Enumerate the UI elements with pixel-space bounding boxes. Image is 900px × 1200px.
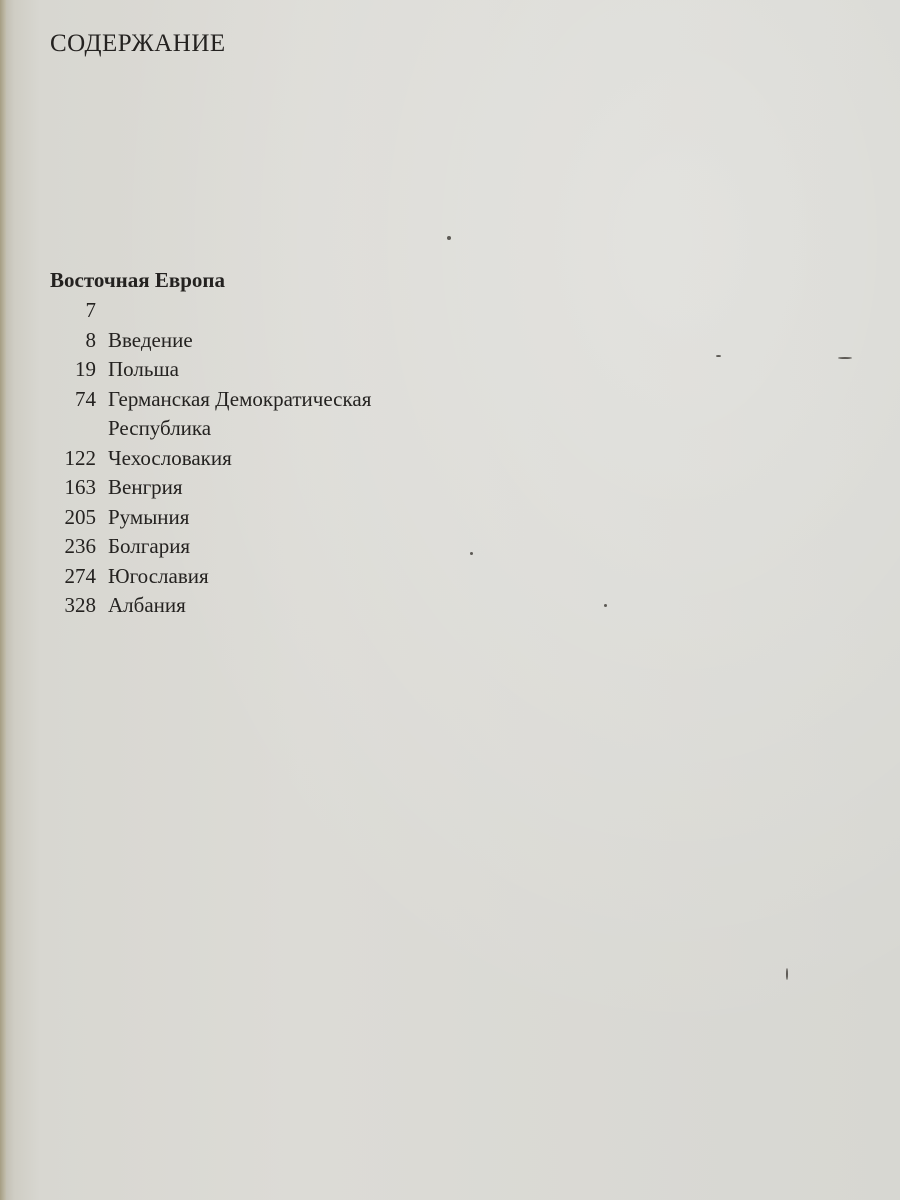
paper-speck (604, 604, 607, 607)
toc-page-number: 8 (85, 327, 96, 352)
paper-speck (470, 552, 473, 555)
toc-entry-title (96, 296, 468, 326)
toc-entry (50, 385, 510, 444)
toc-entry-title: Чехословакия (108, 445, 232, 470)
toc-entry (50, 355, 510, 385)
toc-page-number: 122 (64, 445, 96, 470)
toc-entry (50, 473, 510, 503)
toc-page-number: 205 (64, 504, 96, 529)
paper-speck (716, 355, 721, 357)
toc-page-number: 7 (85, 298, 96, 322)
toc-entry (50, 591, 510, 621)
toc-page-number: 236 (64, 534, 96, 558)
toc-entry-title: Венгрия (108, 475, 183, 499)
toc-page-number: 274 (64, 563, 96, 588)
toc-entry (50, 503, 510, 533)
toc-section (50, 266, 510, 621)
toc-page-number: 19 (75, 357, 96, 381)
toc-page-number: 328 (64, 593, 96, 617)
toc-entry-title: Румыния (108, 504, 190, 529)
toc-entry-title: Германская Демократическая Республика (108, 386, 372, 440)
toc-entry-title: Введение (108, 327, 193, 352)
toc-entry-title: Польша (108, 357, 179, 381)
paper-speck (447, 236, 451, 240)
toc-entry-title: Болгария (108, 534, 191, 558)
toc-page-number: 163 (64, 475, 96, 499)
toc-entry-title: Югославия (108, 563, 209, 588)
toc-entry (50, 532, 510, 562)
section-title: Восточная Европа (50, 268, 226, 292)
toc-entry (50, 444, 510, 474)
page-edge (0, 0, 6, 1200)
toc-entry-title: Албания (108, 593, 186, 617)
paper-speck (786, 968, 788, 980)
toc-entry (50, 562, 510, 592)
toc-entry (50, 326, 510, 356)
toc-page-number: 74 (75, 386, 96, 411)
toc-entry (50, 296, 510, 326)
paper-speck (838, 357, 852, 359)
toc-list (50, 296, 510, 621)
page-title: СОДЕРЖАНИЕ (50, 30, 226, 57)
